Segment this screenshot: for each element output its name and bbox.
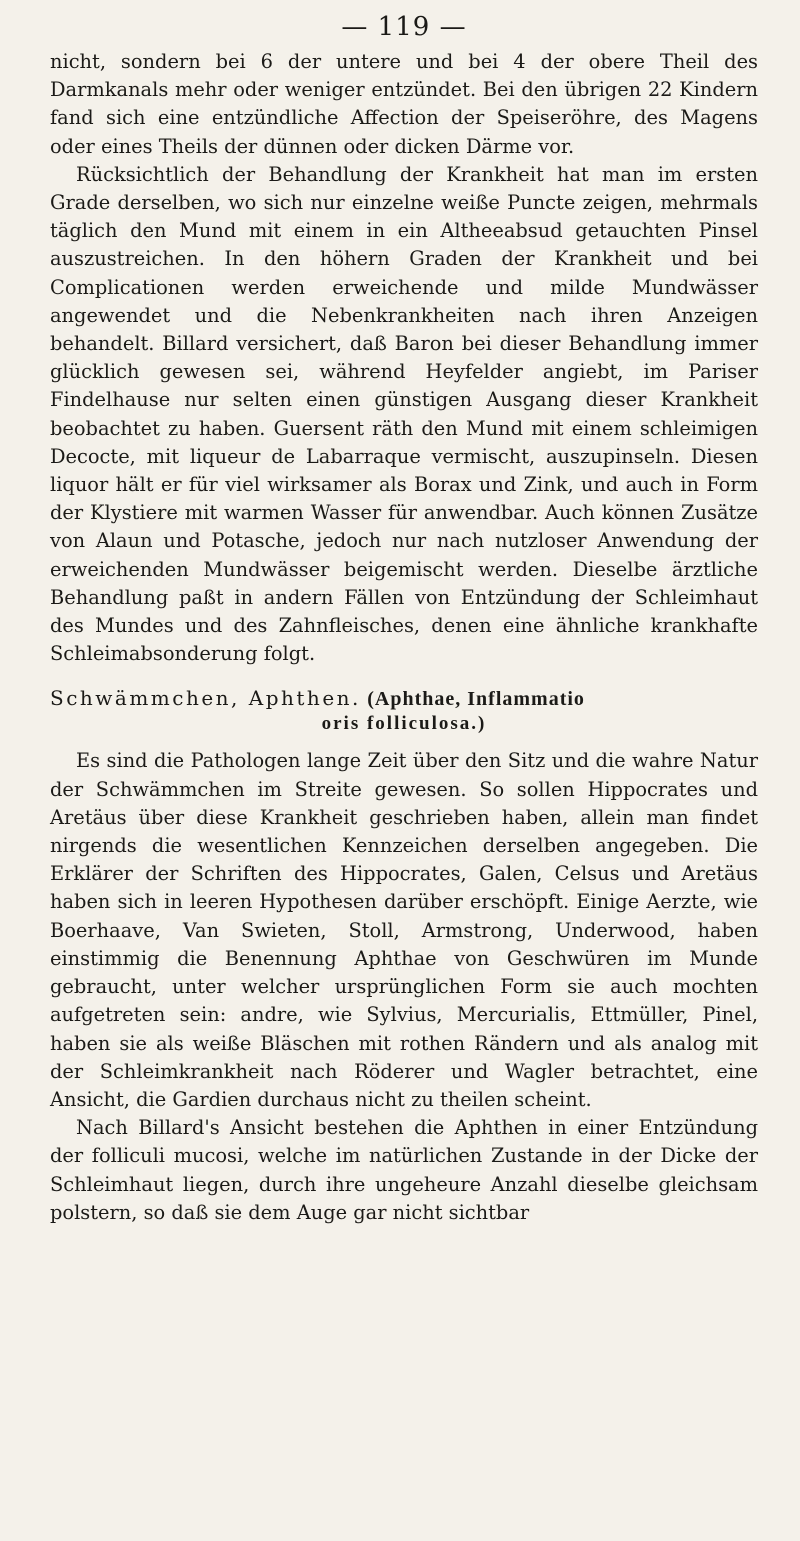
section-heading-latin-continued: oris folliculosa.) — [321, 713, 487, 735]
section-heading-latin: (Aphthae, Inflammatio — [367, 688, 585, 711]
section-heading — [50, 684, 758, 713]
page-number: — 119 — — [341, 12, 467, 42]
section-heading-german: Schwämmchen, Aphthen. — [50, 686, 361, 711]
paragraph-continued: nicht, sondern bei 6 der untere und bei 4 der obere Theil des Darmkanals mehr oder weniger entzündet. Bei den übrigen 22 Kindern fand sich eine entzündliche Affection der Speiseröhre, des Magens oder eines Theils der dünnen oder dicken Därme vor. — [50, 50, 758, 158]
paragraph-billard-view: Nach Billard's Ansicht bestehen die Aphthen in einer Entzündung der folliculi mucosi, welche im natürlichen Zustande in der Dicke der Schleimhaut liegen, durch ihre ungeheure Anzahl dieselbe gleichsam polstern, so daß sie dem Auge gar nicht sichtbar — [50, 1116, 758, 1224]
paragraph-pathologists: Es sind die Pathologen lange Zeit über den Sitz und die wahre Natur der Schwämmchen im Streite gewesen. So sollen Hippocrates und Aretäus über diese Krankheit geschrieben haben, allein man findet nirgends die wesentlichen Kennzeichen derselben angegeben. Die Erklärer der Schriften des Hippocrates, Galen, Celsus und Aretäus haben sich in leeren Hypothesen darüber erschöpft. Einige Aerzte, wie Boerhaave, Van Swieten, Stoll, Armstrong, Underwood, haben einstimmig die Benennung Aphthae von Geschwüren im Munde gebraucht, unter welcher ursprünglichen Form sie auch mochten aufgetreten sein: andre, wie Sylvius, Mercurialis, Ettmüller, Pinel, haben sie als weiße Bläschen mit rothen Rändern und als analog mit der Schleimkrankheit nach Röderer und Wagler betrachtet, eine Ansicht, die Gardien durchaus nicht zu theilen scheint. — [50, 749, 758, 1111]
paragraph-treatment: Rücksichtlich der Behandlung der Krankheit hat man im ersten Grade derselben, wo sich nur einzelne weiße Puncte zeigen, mehrmals täglich den Mund mit einem in ein Altheeabsud getauchten Pinsel auszustreichen. In den höhern Graden der Krankheit und bei Complicationen werden erweichende und milde Mundwässer angewendet und die Nebenkrankheiten nach ihren Anzeigen behandelt. Billard versichert, daß Baron bei dieser Behandlung immer glücklich gewesen sei, während Heyfelder angiebt, im Pariser Findelhause nur selten einen günstigen Ausgang dieser Krankheit beobachtet zu haben. Guersent räth den Mund mit einem schleimigen Decocte, mit liqueur de Labarraque vermischt, auszupinseln. Diesen liquor hält er für viel wirksamer als Borax und Zink, und auch in Form der Klystiere mit warmen Wasser für anwendbar. Auch können Zusätze von Alaun und Potasche, jedoch nur nach nutzloser Anwendung der erweichenden Mundwässer beigemischt werden. Dieselbe ärztliche Behandlung paßt in andern Fällen von Entzündung der Schleimhaut des Mundes und des Zahnfleisches, denen eine ähnliche krankhafte Schleimabsonderung folgt. — [50, 162, 758, 666]
